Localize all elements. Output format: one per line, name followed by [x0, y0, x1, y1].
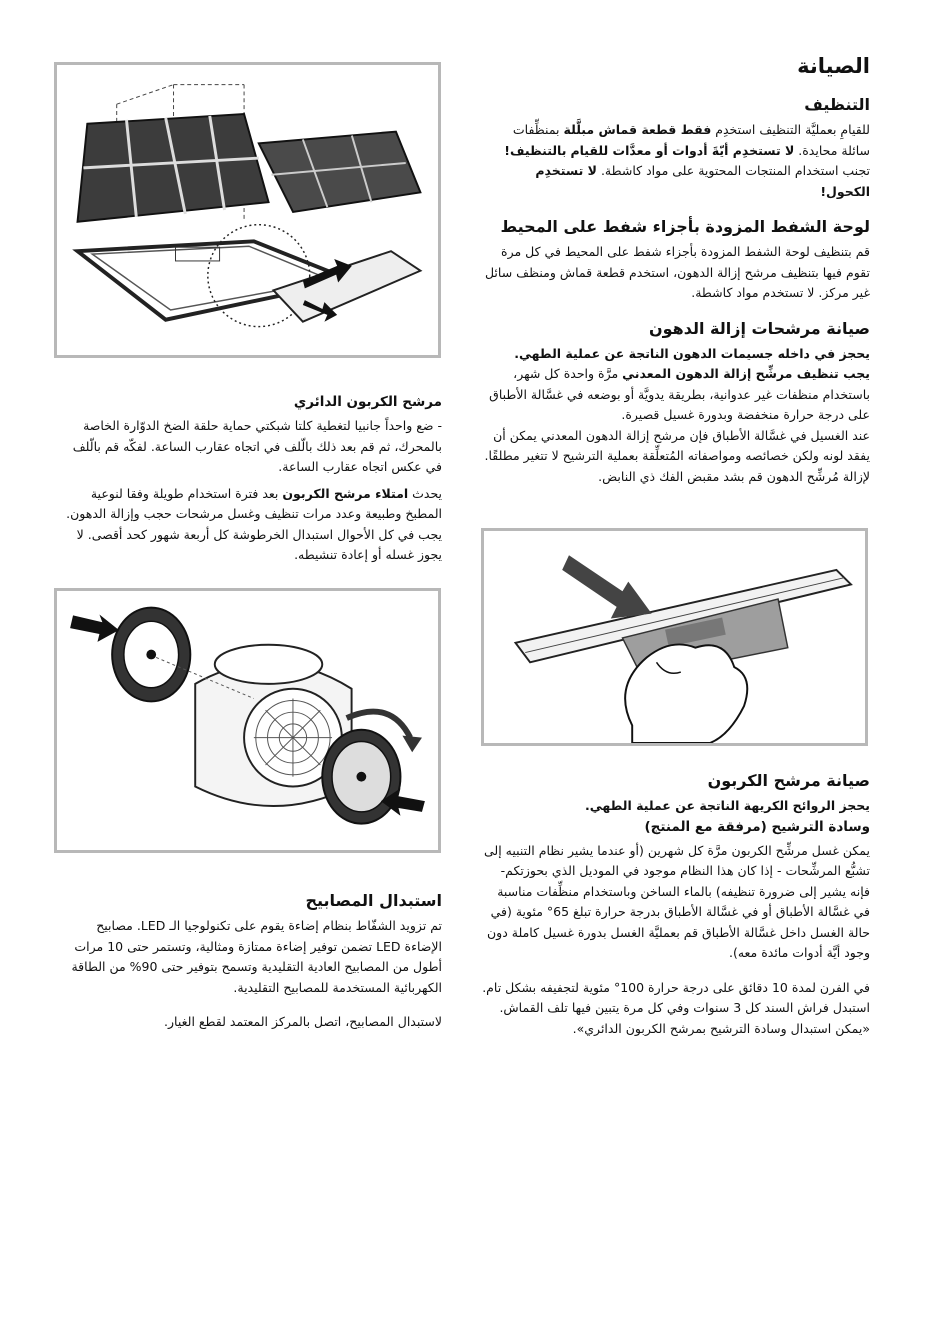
round-carbon-filter-illustration	[57, 591, 438, 850]
pad-subheading: وسادة الترشيح (مرفقة مع المنتج)	[644, 818, 870, 835]
cleaning-heading: التنظيف	[804, 95, 870, 114]
round-carbon-p1: - ضع واحداً جانبيا لتغطية كلتا شبكتي حماية حلقة الضخ الدوّارة الخاصة بالمحرك، ثم قم بعد ذلك بالّلف في اتجاه عقارب الساعة. لفكّه قم بالّلف في عكس اتجاه عقارب الساعة.	[72, 418, 442, 474]
right-column	[482, 52, 870, 501]
grease-filter-handle-illustration	[484, 531, 865, 743]
carbon-heading: صيانة مرشح الكربون	[707, 771, 870, 790]
lamps-p1: تم تزويد الشفّاط بنظام إضاءة يقوم على تكنولوجيا الـ LED. مصابيح الإضاءة LED تضمن توفير إضاءة ممتازة ومثالية، وتستمر حتى 10 مرات أطول من المصابيح العادية التقليدية وتسمح بتوفير حتى 90% من الطاقة الكهربائية المستخدمة للمصابيح التقليدية.	[71, 918, 442, 995]
grease-remove: لإزالة مُرشِّح الدهون قم بشد مقبض الفك ذي النابض.	[598, 468, 870, 484]
grease-line2: يجب تنظيف مرشِّح إزالة الدهون المعدني مرَّة واحدة كل شهر، باستخدام منظفات غير عدوانية، بطريقة يدويَّة أو بوضعه في غسَّالة الأطباق على درجة حرارة منخفضة وبدورة غسيل قصيرة.	[489, 366, 870, 422]
carbon-body4: «يمكن استبدال وسادة الترشيح بمرشح الكربون الدائري».	[572, 1020, 870, 1036]
carbon-filter-figure	[54, 588, 441, 853]
round-carbon-heading: مرشح الكربون الدائري	[293, 394, 442, 410]
cleaning-section	[482, 94, 870, 202]
cleaning-text: للقيامِ بعمليَّة التنظيف استخدِم فقط قطعة قماش مبلَّلة بمنظِّفات سائلة محايدة. لا تستخدِم أيّةَ أدوات أو معدَّات للقيام بالتنظيف! تجنب استخدام المنتجات المحتوية على مواد كاشطة. لا تستخدِم الكحول!	[504, 122, 870, 199]
panel-heading: لوحة الشفط المزودة بأجزاء شفط على المحيط	[500, 217, 870, 236]
round-carbon-p2: يحدث امتلاء مرشح الكربون بعد فترة استخدام طويلة وفقا لنوعية المطبخ وطبيعة وعدد مرات تنظيف وغسل مرشحات حجب وإزالة الدهون. يجب في كل الأحوال استبدال الخرطوشة كل أربعة شهور كحد أقصى. لا يجوز غسله أو إعادة تنشيطه.	[66, 485, 442, 562]
grease-section	[482, 318, 870, 488]
round-carbon-section	[56, 392, 442, 566]
grease-body: عند الغسيل في غسَّالة الأطباق فإن مرشح إزالة الدهون المعدني يمكن أن يفقد لونه ولكن خصائصه ومواصفاته المُتعلِّقة بعملية الترشيح لا تتغير مطلقًا.	[484, 427, 870, 463]
grease-line1: يحجز في داخله جسيمات الدهون الناتجة عن عملية الطهي.	[514, 345, 870, 361]
page-title: الصيانة	[797, 54, 870, 78]
filter-panel-illustration	[57, 65, 438, 355]
panel-text: قم بتنظيف لوحة الشفط المزودة بأجزاء شفط على المحيط في كل مرة تقوم فيها بتنظيف مرشح إزالة الدهون، استخدم قطعة قماش ومنظف سائل غير مركز. لا تستخدم مواد كاشطة.	[484, 244, 870, 300]
carbon-line1: يحجز الروائح الكريهة الناتجة عن عملية الطهي.	[584, 798, 870, 813]
lamps-heading: استبدال المصابيح	[305, 891, 442, 910]
panel-section	[482, 216, 870, 304]
grease-heading: صيانة مرشحات إزالة الدهون	[648, 318, 870, 338]
carbon-body3: استبدل فراش السند كل 3 سنوات وفي كل مرة يتبين فيها تلف القماش.	[499, 1000, 870, 1015]
grease-filter-figure	[481, 528, 868, 746]
carbon-body2: في الفرن لمدة 10 دقائق على درجة حرارة 100° مئوية لتجفيفه بشكل تام.	[482, 979, 870, 995]
lamps-p2: لاستبدال المصابيح، اتصل بالمركز المعتمد لقطع الغيار.	[164, 1014, 442, 1029]
carbon-section	[482, 770, 870, 1039]
carbon-body1: يمكن غسل مرشِّح الكربون مرَّة كل شهرين (أو عندما يشير نظام التنبيه إلى تشبُّع المرشِّحات - إذا كان هذا النظام موجود في الموديل الذي بحوزتكم- فإنه يشير إلى ضرورة تنظيفه) بالماء الساخن وباستخدام منظِّفات مناسبة في غسَّالة الأطباق أو في غسَّالة الأطباق بدرجة حرارة تبلغ 65° مئوية (في حالة الغسل داخل غسَّالة الأطباق قم بعمليَّة الغسل بدورة غسيل كاملة دون وجود أيَّة أدوات مائدة معه).	[483, 842, 870, 960]
filter-panel-figure	[54, 62, 441, 358]
lamps-section	[56, 890, 442, 1033]
